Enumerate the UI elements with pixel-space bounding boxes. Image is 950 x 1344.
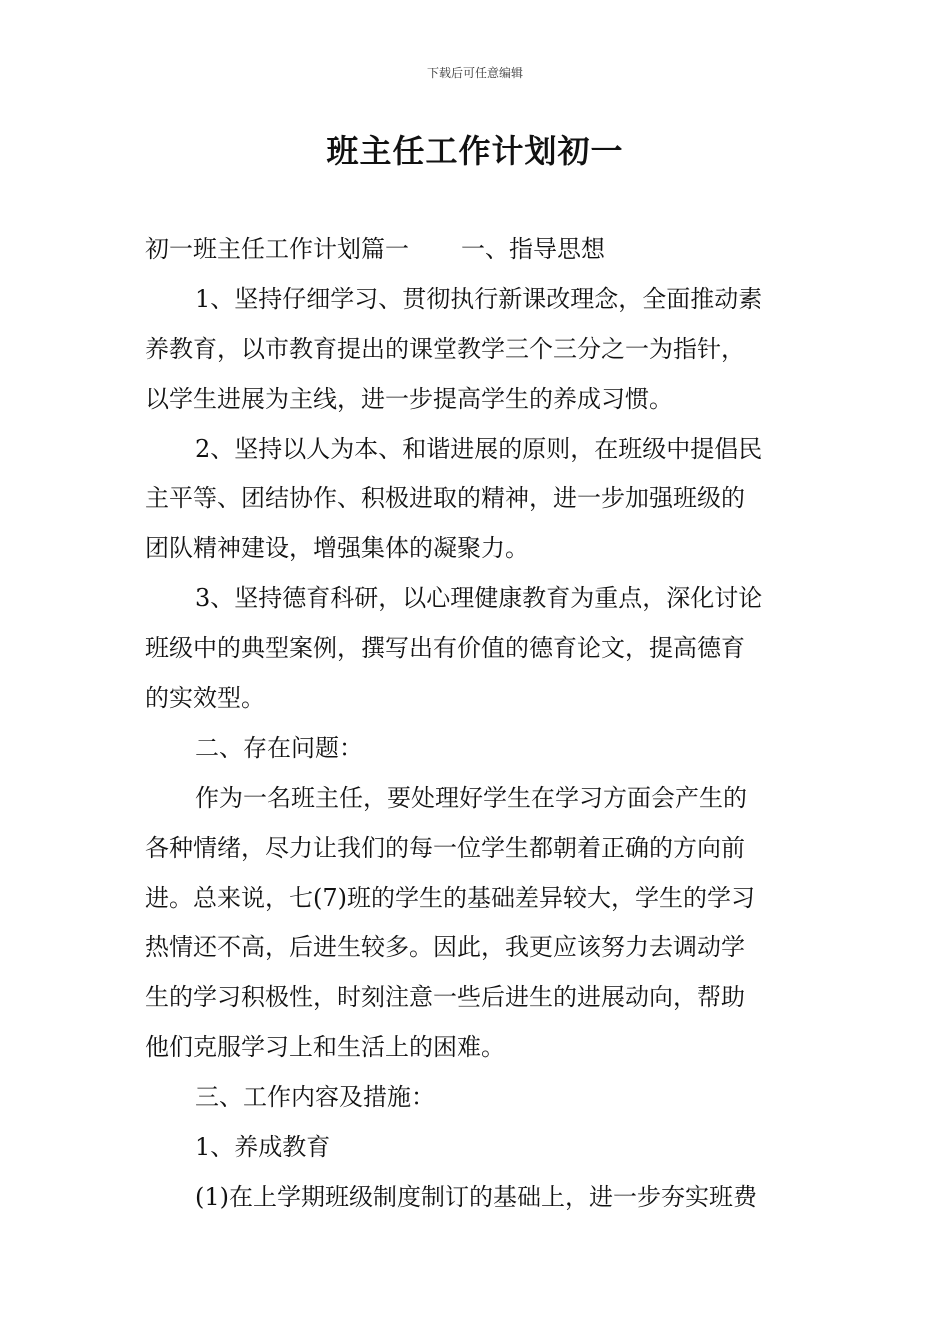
- intro-heading: 初一班主任工作计划篇一: [145, 235, 409, 263]
- paragraph-line: 团队精神建设，增强集体的凝聚力。: [145, 534, 529, 563]
- document-title: 班主任工作计划初一: [326, 132, 624, 170]
- section-heading: 二、存在问题：: [195, 733, 363, 762]
- paragraph-line: 热情还不高，后进生较多。因此，我更应该努力去调动学: [145, 933, 745, 962]
- paragraph-line: 他们克服学习上和生活上的困难。: [145, 1033, 505, 1062]
- subsection-heading: 1、养成教育: [195, 1133, 331, 1162]
- section-heading: 三、工作内容及措施：: [195, 1083, 435, 1112]
- paragraph-line: 主平等、团结协作、积极进取的精神，进一步加强班级的: [145, 484, 745, 513]
- paragraph-line: 生的学习积极性，时刻注意一些后进生的进展动向，帮助: [145, 983, 745, 1012]
- paragraph-line: 的实效型。: [145, 684, 265, 713]
- paragraph-line: 各种情绪，尽力让我们的每一位学生都朝着正确的方向前: [145, 833, 745, 862]
- paragraph-line: 养教育，以市教育提出的课堂教学三个三分之一为指针，: [145, 334, 745, 363]
- paragraph-line: 进。总来说，七(7)班的学生的基础差异较大，学生的学习: [145, 883, 755, 912]
- paragraph-line: (1)在上学期班级制度制订的基础上，进一步夯实班费: [195, 1182, 757, 1211]
- paragraph-line: 班级中的典型案例，撰写出有价值的德育论文，提高德育: [145, 634, 745, 663]
- paragraph-line: 3、坚持德育科研，以心理健康教育为重点，深化讨论: [195, 584, 763, 613]
- section-heading: 一、指导思想: [461, 235, 605, 263]
- page-header: 下载后可任意编辑: [426, 66, 523, 80]
- paragraph-line: 2、坚持以人为本、和谐进展的原则，在班级中提倡民: [195, 434, 763, 463]
- paragraph-line: 1、坚持仔细学习、贯彻执行新课改理念，全面推动素: [195, 284, 763, 313]
- document-body: [145, 225, 807, 1223]
- paragraph-line: 以学生进展为主线，进一步提高学生的养成习惯。: [145, 384, 673, 413]
- paragraph-line: 作为一名班主任，要处理好学生在学习方面会产生的: [195, 783, 747, 812]
- paragraph-line: [145, 225, 807, 275]
